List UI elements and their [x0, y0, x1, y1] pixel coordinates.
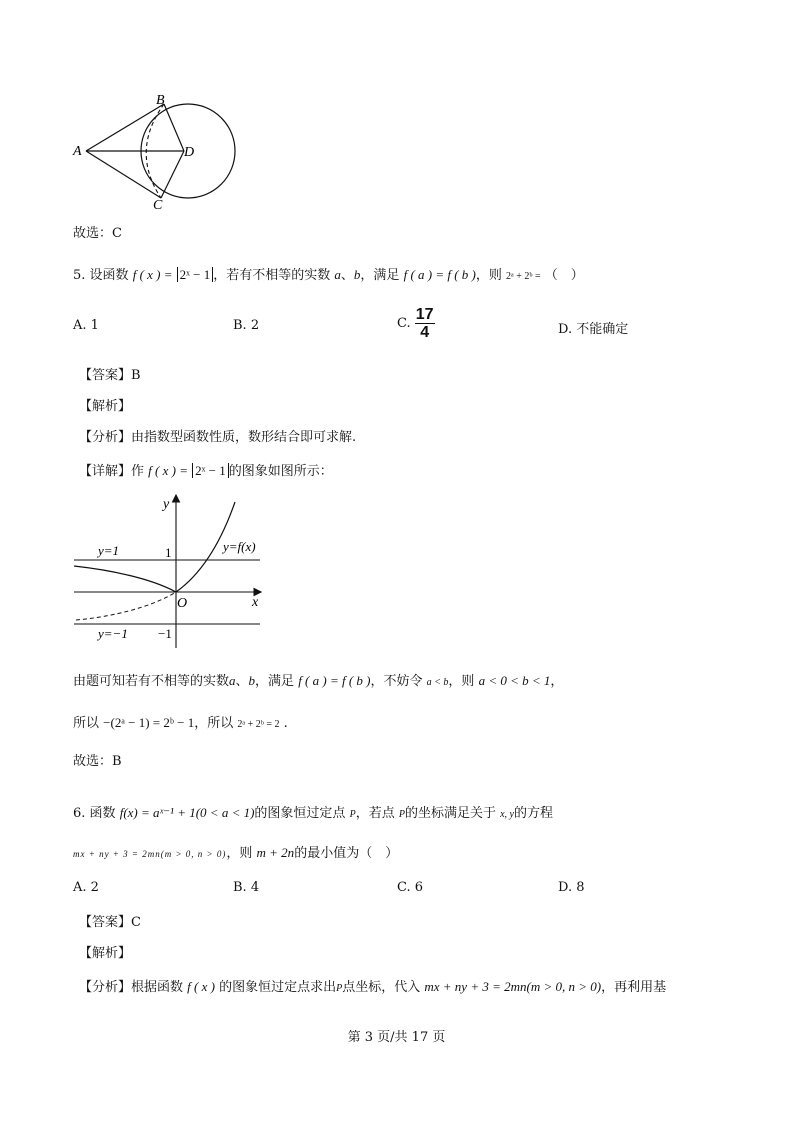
fraction-denominator: 4: [420, 324, 430, 341]
q6-stem-pre: 函数: [89, 806, 116, 821]
q5-target: 2ᵃ + 2ᵇ =: [506, 271, 541, 282]
q6-stem-mid: 的图象恒过定点: [254, 806, 346, 821]
q6-option-a: A. 2: [73, 880, 99, 895]
q6-option-c: C. 6: [397, 880, 424, 895]
q5-select: 故选：B: [73, 754, 122, 769]
label-line-yneg1: y=−1: [98, 626, 128, 641]
q6-fenxi-eq: mx + ny + 3 = 2mn(m > 0, n > 0): [424, 979, 602, 994]
q6-line2-end: 的最小值为（ ）: [294, 846, 399, 861]
q5-var-b: b: [353, 267, 361, 282]
q6-fenxi-end: ，再利用基: [601, 980, 667, 995]
line1-cond: f ( a ) = f ( b ): [298, 673, 371, 688]
q6-fenxi-mid2: 点坐标，代入: [342, 980, 421, 995]
label-x: x: [252, 595, 259, 610]
segment-ab: [86, 104, 164, 151]
q5-detail: [79, 460, 333, 479]
q6-answer: 【答案】C: [79, 915, 141, 930]
label-a: A: [73, 144, 82, 159]
geometry-figure: [70, 92, 245, 212]
segment-cd: [161, 151, 184, 198]
line2-pre: 所以: [73, 716, 100, 731]
line2-res: 2ᵃ + 2ᵇ = 2: [237, 719, 280, 730]
label-curve: y=f(x): [223, 539, 256, 554]
label-origin: O: [177, 596, 188, 611]
q5-cond-pre: ，满足: [360, 268, 400, 283]
page-footer: 第 3 页/共 17 页: [347, 1030, 446, 1045]
line2-end: .: [283, 716, 288, 731]
q5-option-c-fraction: [415, 306, 435, 341]
q5-var-a: a: [334, 267, 341, 282]
fraction-numerator: 17: [415, 306, 434, 323]
q5-detail-fx: f ( x ) =: [148, 463, 188, 478]
label-y: y: [163, 497, 170, 512]
q6-p: P: [349, 809, 356, 820]
q5-detail-post: 的图象如图所示：: [228, 464, 333, 479]
line1-end: ，: [550, 674, 564, 689]
line2-mid: ，所以: [194, 716, 234, 731]
q5-option-c-label: C.: [397, 316, 411, 331]
q5-option-a: A. 1: [73, 318, 99, 333]
label-d: D: [184, 145, 195, 160]
q5-fx: f ( x ) =: [132, 267, 173, 282]
tick-neg1: −1: [158, 626, 172, 641]
line1-then: ，则: [448, 674, 475, 689]
q5-option-b: B. 2: [233, 318, 260, 333]
q5-analysis-head: 【解析】: [79, 399, 132, 414]
q5-cond-post: ，则: [475, 268, 502, 283]
q5-solution-line2: [73, 712, 288, 731]
q5-answer: 【答案】B: [79, 368, 141, 383]
line1-ineq: a < 0 < b < 1: [478, 673, 551, 688]
q6-stem-end: 的方程: [514, 806, 554, 821]
line1-a: a: [229, 673, 236, 688]
q5-stem: [73, 264, 584, 283]
q5-stem-pre: 设函数: [89, 268, 129, 283]
q5-cond: f ( a ) = f ( b ): [403, 267, 476, 282]
line1-lt: a < b: [426, 677, 449, 688]
q5-number: 5.: [73, 268, 86, 283]
q6-number: 6.: [73, 806, 86, 821]
q5-blank: （ ）: [544, 268, 584, 283]
line1-pre: 由题可知若有不相等的实数: [73, 674, 230, 689]
q5-detail-abs: 2ˣ − 1: [192, 463, 229, 478]
q5-abs-expr: 2ˣ − 1: [177, 267, 214, 282]
q5-detail-pre: 【详解】作: [79, 464, 145, 479]
label-c: C: [153, 198, 163, 212]
q6-fenxi-pre: 【分析】根据函数: [79, 980, 184, 995]
q6-p2: P: [398, 809, 405, 820]
q6-fenxi: [79, 976, 666, 995]
q6-stem-mid2: ，若点: [355, 806, 395, 821]
segment-bd: [164, 104, 184, 151]
q6-option-d: D. 8: [558, 880, 585, 895]
label-b: B: [156, 93, 165, 108]
q5-option-c: [397, 306, 435, 341]
q6-func: f(x) = aˣ⁻¹ + 1(0 < a < 1): [119, 805, 255, 820]
q6-xy: x, y: [500, 809, 514, 820]
q5-solution-line1: [73, 670, 563, 689]
q5-sep: 、: [340, 268, 354, 283]
q6-fenxi-mid: 的图象恒过定点求出: [219, 980, 337, 995]
line1-b: b: [248, 673, 256, 688]
q5-fenxi: 【分析】由指数型函数性质，数形结合即可求解.: [79, 430, 357, 445]
tick-1: 1: [165, 545, 172, 560]
segment-ac: [86, 151, 161, 198]
q6-stem: [73, 802, 553, 821]
q6-line2-post: ，则: [226, 846, 253, 861]
q6-analysis-head: 【解析】: [79, 946, 132, 961]
line1-sep: 、: [235, 674, 249, 689]
line2-eq: −(2ᵃ − 1) = 2ᵇ − 1: [103, 715, 195, 730]
function-graph: [70, 490, 270, 650]
label-line-y1: y=1: [98, 543, 120, 558]
answer4-select: 故选：C: [73, 226, 122, 241]
q5-option-d: D. 不能确定: [558, 322, 629, 337]
line1-mid: ，满足: [255, 674, 295, 689]
line1-post: ，不妨令: [370, 674, 423, 689]
q6-fenxi-fx: f ( x ): [187, 979, 215, 994]
q5-stem-mid: ，若有不相等的实数: [213, 268, 331, 283]
q6-option-b: B. 4: [233, 880, 260, 895]
q6-fenxi-p: P: [336, 983, 343, 994]
curve-dashed: [76, 592, 176, 620]
q6-equation: mx + ny + 3 = 2mn(m > 0, n > 0): [73, 849, 227, 859]
curve-left: [74, 566, 176, 592]
q6-target: m + 2n: [256, 845, 295, 860]
q6-stem-mid3: 的坐标满足关于: [404, 806, 496, 821]
q6-line2: [73, 842, 398, 861]
